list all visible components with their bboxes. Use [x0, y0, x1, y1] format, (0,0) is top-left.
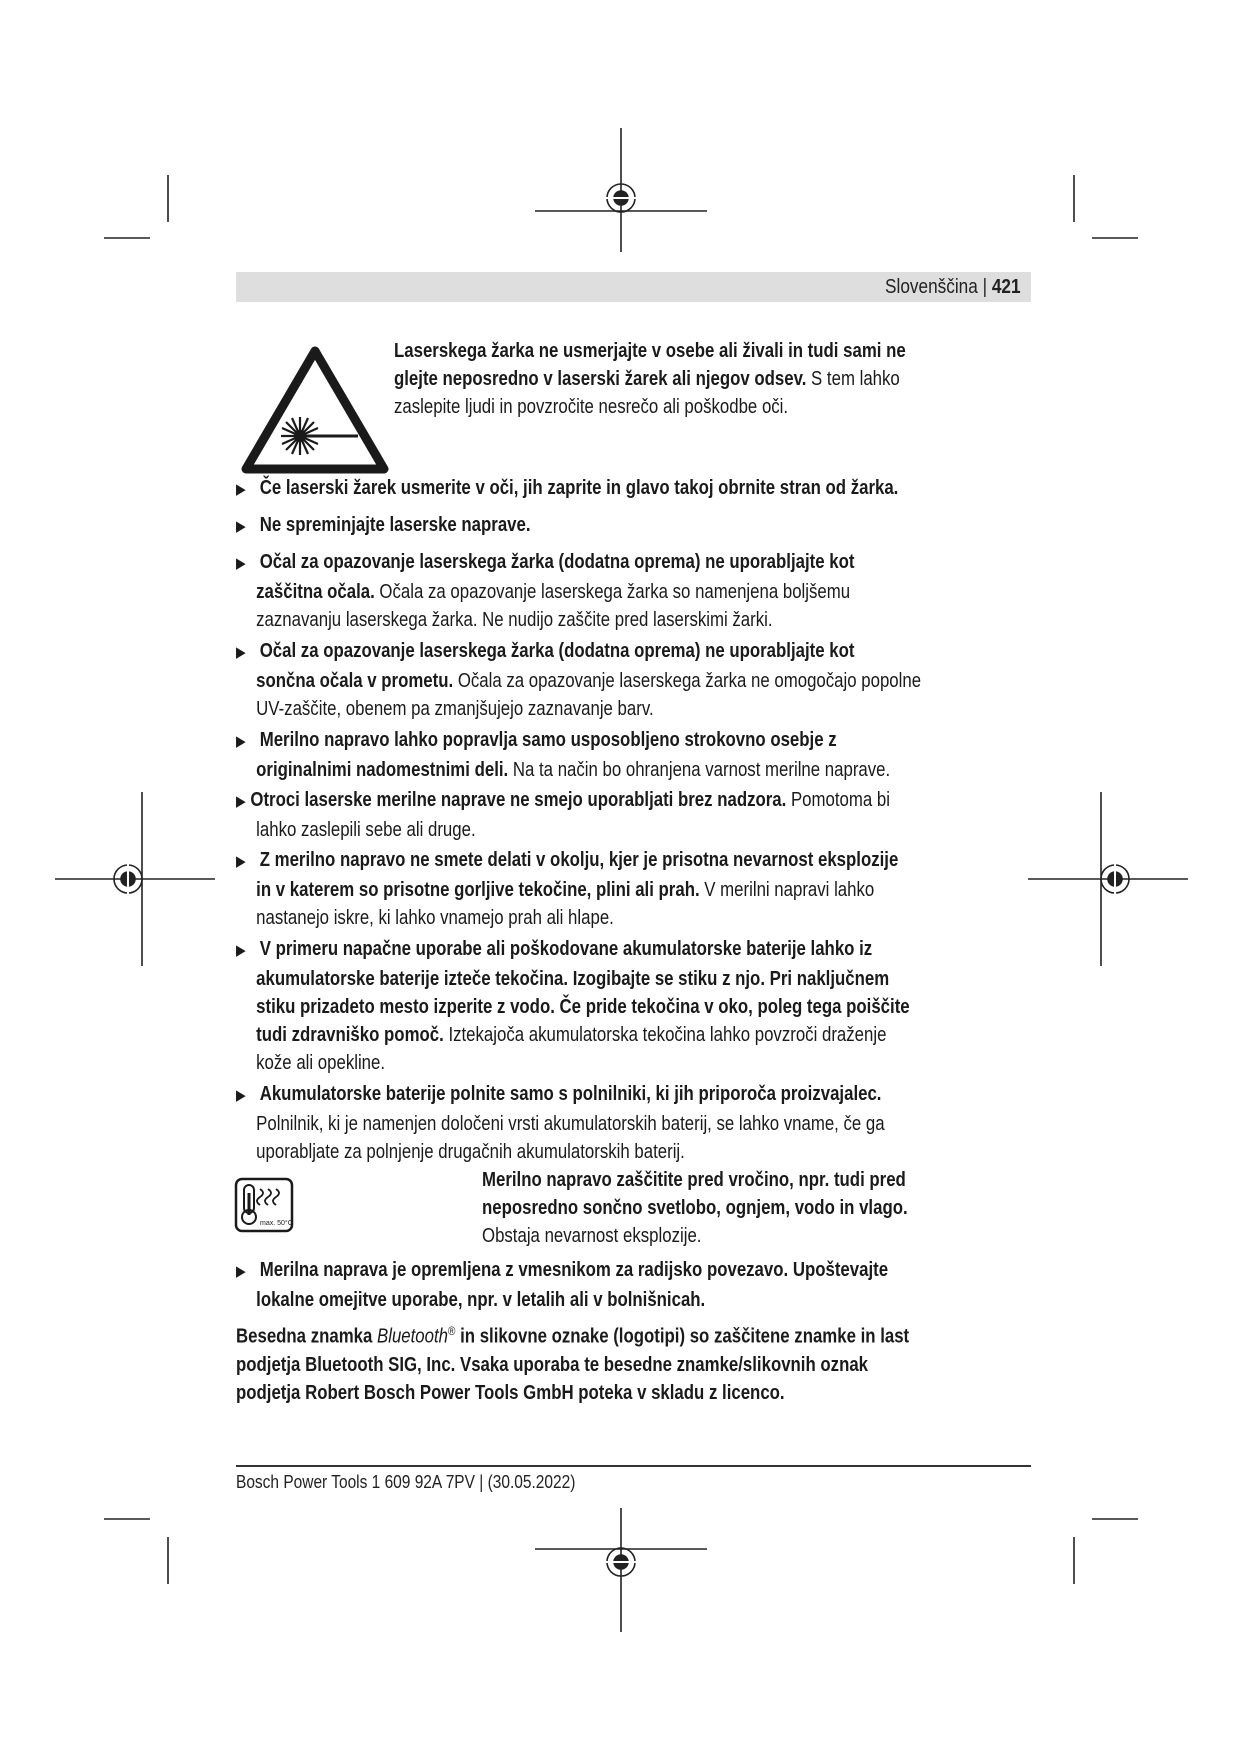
item-text: Iztekajoča akumulatorska tekočina lahko povzroči draženje — [443, 1024, 887, 1046]
heat-protection-icon — [234, 1177, 294, 1233]
list-item — [236, 726, 890, 784]
registration-mark-icon — [1028, 792, 1188, 966]
item-bold: in v katerem so prisotne gorljive tekočine, plini ali prah. — [256, 879, 700, 901]
list-item — [236, 1080, 885, 1166]
bullet-icon: ▶ — [236, 853, 246, 870]
list-item — [236, 637, 921, 723]
header-language: Slovenščina — [885, 276, 979, 298]
item-bold: Ne spreminjajte laserske naprave. — [259, 514, 531, 536]
bullet-icon: ▶ — [236, 481, 246, 498]
item-text: UV-zaščite, obenem pa zmanjšujejo zaznavanje barv. — [256, 698, 654, 720]
laser-warning-normal: S tem lahko — [806, 368, 900, 390]
bullet-icon: ▶ — [236, 733, 246, 750]
trademark-text: Besedna znamka — [236, 1325, 378, 1348]
item-bold: tudi zdravniško pomoč. — [256, 1024, 444, 1046]
item-bold: neposredno sončno svetlobo, ognjem, vodo in vlago. — [482, 1197, 908, 1219]
item-text: Polnilnik, ki je namenjen določeni vrsti akumulatorskih baterij, se lahko vname, če ga — [256, 1113, 885, 1135]
item-text: Pomotoma bi — [786, 789, 890, 811]
bullet-icon: ▶ — [236, 555, 246, 572]
bullet-icon: ▶ — [236, 793, 246, 810]
list-item — [236, 548, 854, 634]
trademark-text: podjetja Bluetooth SIG, Inc. Vsaka uporaba te besedne znamke/slikovnih oznak — [236, 1353, 869, 1376]
list-item — [236, 474, 898, 504]
item-text: kože ali opekline. — [256, 1052, 386, 1074]
trademark-text: podjetja Robert Bosch Power Tools GmbH poteka v skladu z licenco. — [236, 1381, 785, 1404]
item-bold: originalnimi nadomestnimi deli. — [256, 759, 509, 781]
item-bold: Merilno napravo lahko popravlja samo usposobljeno strokovno osebje z — [259, 729, 837, 751]
registration-mark-icon — [535, 128, 707, 252]
item-bold: Očal za opazovanje laserskega žarka (dodatna oprema) ne uporabljajte kot — [259, 551, 855, 573]
item-text: Na ta način bo ohranjena varnost merilne naprave. — [508, 759, 891, 781]
laser-warning-normal: zaslepite ljudi in povzročite nesrečo ali poškodbe oči. — [394, 396, 789, 418]
item-bold: zaščitna očala. — [256, 581, 375, 603]
footer-rule — [236, 1465, 1031, 1467]
item-bold: V primeru napačne uporabe ali poškodovane akumulatorske baterije lahko iz — [259, 938, 873, 960]
item-text: Očala za opazovanje laserskega žarka so namenjena boljšemu — [374, 581, 851, 603]
bullet-icon: ▶ — [236, 518, 246, 535]
bullet-icon: ▶ — [236, 1263, 246, 1280]
footer: Bosch Power Tools 1 609 92A 7PV | (30.05.2022) — [236, 1472, 576, 1492]
item-bold: Če laserski žarek usmerite v oči, jih zaprite in glavo takoj obrnite stran od žarka. — [259, 477, 899, 499]
laser-warning-bold: glejte neposredno v laserski žarek ali njegov odsev. — [394, 368, 807, 390]
page-number: 421 — [992, 276, 1021, 298]
list-item — [236, 846, 898, 932]
item-text: V merilni napravi lahko — [699, 879, 875, 901]
item-bold: Merilna naprava je opremljena z vmesnikom za radijsko povezavo. Upoštevajte — [259, 1259, 889, 1281]
item-bold: lokalne omejitve uporabe, npr. v letalih ali v bolnišnicah. — [256, 1289, 706, 1311]
trademark-brand: Bluetooth — [377, 1325, 448, 1348]
item-bold: Otroci laserske merilne naprave ne smejo uporabljati brez nadzora. — [250, 789, 787, 811]
item-bold: sončna očala v prometu. — [256, 670, 454, 692]
laser-warning-bold: Laserskega žarka ne usmerjajte v osebe ali živali in tudi sami ne — [394, 340, 906, 362]
item-bold: Očal za opazovanje laserskega žarka (dodatna oprema) ne uporabljajte kot — [259, 640, 855, 662]
item-text: uporabljate za polnjenje drugačnih akumulatorskih baterij. — [256, 1141, 685, 1163]
trademark-notice — [236, 1317, 909, 1407]
item-bold: Akumulatorske baterije polnite samo s polnilniki, ki jih priporoča proizvajalec. — [259, 1083, 882, 1105]
list-item — [236, 1256, 888, 1314]
item-text: zaznavanju laserskega žarka. Ne nudijo zaščite pred laserskimi žarki. — [256, 609, 773, 631]
heat-icon-label: max. 50°C — [260, 1220, 293, 1227]
item-text: Očala za opazovanje laserskega žarka ne omogočajo popolne — [453, 670, 922, 692]
list-item — [236, 786, 890, 844]
item-bold: Merilno napravo zaščitite pred vročino, npr. tudi pred — [482, 1169, 906, 1191]
item-text: lahko zaslepili sebe ali druge. — [256, 819, 476, 841]
item-bold: akumulatorske baterije izteče tekočina. Izogibajte se stiku z njo. Pri naključnem — [256, 968, 890, 990]
heat-warning-text — [482, 1166, 908, 1250]
bullet-icon: ▶ — [236, 644, 246, 661]
item-bold: stiku prizadeto mesto izperite z vodo. Če pride tekočina v oko, poleg tega poiščite — [256, 996, 910, 1018]
registration-mark-icon — [55, 792, 215, 966]
header-separator: | — [983, 276, 988, 298]
bullet-icon: ▶ — [236, 942, 246, 959]
item-bold: Z merilno napravo ne smete delati v okolju, kjer je prisotna nevarnost eksplozije — [259, 849, 899, 871]
running-header — [886, 274, 1021, 300]
list-item — [236, 511, 531, 541]
item-text: Obstaja nevarnost eksplozije. — [482, 1225, 702, 1247]
registration-mark-icon — [535, 1508, 707, 1632]
bullet-icon: ▶ — [236, 1087, 246, 1104]
item-text: nastanejo iskre, ki lahko vnamejo prah ali hlape. — [256, 907, 614, 929]
laser-warning-icon — [240, 345, 390, 475]
registered-mark: ® — [447, 1324, 456, 1338]
laser-warning-text — [394, 337, 906, 421]
trademark-text: in slikovne oznake (logotipi) so zaščitene znamke in last — [455, 1325, 910, 1348]
list-item — [236, 935, 910, 1077]
